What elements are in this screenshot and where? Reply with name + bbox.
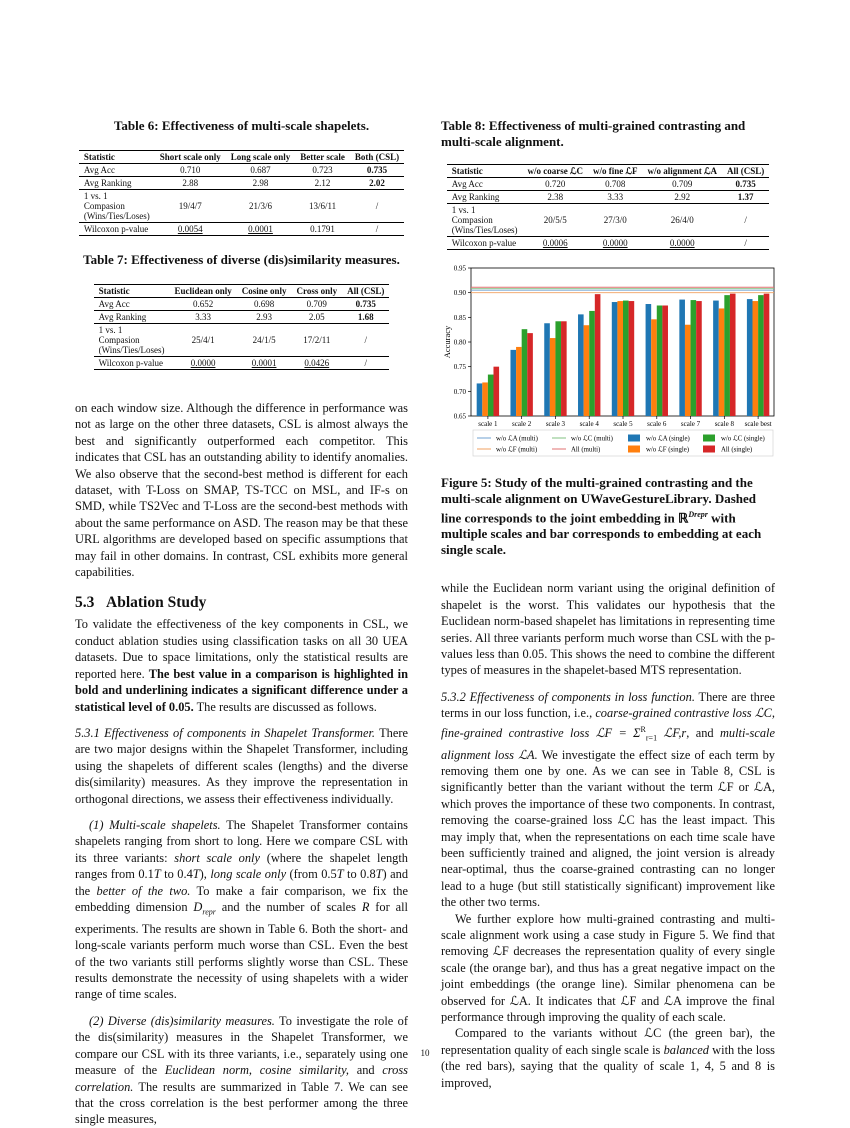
x-tick-label: scale 7 [680,420,701,428]
table-header-cell: Statistic [451,166,483,176]
table-cell: 0.0000 [643,237,722,250]
table-cell: 2.05 [291,311,342,324]
table-header-cell: Both (CSL) [354,152,400,162]
table-cell: / [350,223,404,236]
bar [510,350,516,416]
bar [696,301,702,416]
bar [753,301,759,416]
bar [482,382,488,416]
bar [595,294,601,416]
table-cell: Avg Acc [83,165,115,175]
table-cell: 19/4/7 [155,190,226,223]
table-cell: Avg Acc [451,179,483,189]
table-header-cell: Short scale only [159,152,221,162]
table-row [79,190,404,223]
table-cell: 21/3/6 [226,190,296,223]
subsection-531 [75,725,408,807]
bar [488,375,494,416]
legend-bar-swatch [628,446,640,453]
table-cell: / [722,237,769,250]
table-cell: 26/4/0 [643,204,722,237]
table6-caption: Table 6: Effectiveness of multi-scale shapelets. [113,118,370,133]
table-cell: 2.93 [237,311,292,324]
right-paragraph-1: while the Euclidean norm variant using the original definition of shapelet is the worst. This validates our hypothesis that the Euclidean norm-based shapelet has limitations in representing time series. All three variants perform much worse than CSL with the p-values less than 0.05. This shows the need to combine the different types of measures in the shapelet-based MTS representation. [441,581,775,678]
rp3-a: Compared to the variants without ℒC (the green bar), the representation quality of each single scale is [441,1026,775,1057]
table-row [447,178,770,191]
bar [584,325,590,416]
bar [527,333,533,416]
bar [555,321,561,416]
table-cell: Avg Acc [98,299,130,309]
bar [589,311,595,416]
table8-caption: Table 8: Effectiveness of multi-grained contrasting and multi-scale alignment. [441,118,746,149]
y-tick-label: 0.80 [453,338,466,347]
table-cell: / [342,324,389,357]
ms-c: short scale only [174,850,261,865]
multiscale-paragraph [75,817,408,1003]
x-tick-label: scale 6 [647,420,667,428]
table-cell: 0.652 [192,299,214,309]
legend-bar-swatch [703,435,715,442]
table-cell: 0.0000 [588,237,642,250]
table-cell: 0.698 [253,299,275,309]
table-cell: 0.735 [366,165,388,175]
left-column [75,118,408,1128]
subsection-531-title: 5.3.1 Effectiveness of components in Shapelet Transformer. [75,725,376,740]
legend-label: w/o ℒF (multi) [496,446,538,454]
table8 [447,164,770,250]
page-number: 10 [420,1048,430,1058]
bar [477,383,483,416]
table-cell: 2.12 [295,177,350,190]
dv-f: The results are summarized in Table 7. We can see that the cross correlation is the best performer among the three single measures, [75,1079,408,1127]
y-tick-label: 0.85 [453,313,466,322]
bar [522,329,528,416]
y-tick-label: 0.90 [453,289,466,298]
ms-u: for all experiments. The results are shown in Table 6. Both the short- and long-scale variants perform much worse than CSL. Even the best of the two variants still performs slightly worse than CSL. These results demonstrate the necessity of using shapelets with a wider range of time scales. [75,899,408,1002]
table-cell: 20/5/5 [523,204,588,237]
table-header-cell: Euclidean only [174,286,232,296]
table-row [94,311,390,324]
table-cell: 0.720 [545,179,566,189]
left-paragraph-1: on each window size. Although the difference in performance was not as large on the other three datasets, CSL is almost always the best and significantly outperformed each competitor. This indicates that CSL has an outstanding ability to identify anomalies. We also observe that the second-best method is different for each dataset, with T-Loss on SMAP, TS-TCC on MSL, and IF-s on SMD, while TS2Vec and T-Loss are the second-best methods with about the same performance on ASD. The reason may be that these URL algorithms are developed based on specific assumptions that may fail in other domains. In contrast, CSL exhibits more general capabilities. [75,401,408,580]
table-cell: 0.687 [250,165,271,175]
legend-label: w/o ℒC (single) [721,435,765,443]
x-tick-label: scale 2 [512,420,532,428]
bar [544,323,550,416]
diverse-paragraph [75,1013,408,1128]
table-row [79,223,404,236]
dv-b: To investigate the role of the dis(similarity) measures in the Shapelet Transformer, we compare our CSL with its three variants, i.e., separately using one measure of the [75,1013,408,1078]
figure5-caption-sup: Drepr [688,510,708,519]
table-row [94,324,390,357]
bar [691,300,697,416]
table-cell: Wilcoxon p-value [79,223,155,236]
x-tick-label: scale best [744,420,772,428]
ms-d: (where the shapelet length ranges from 0.1 [75,850,408,882]
dv-d: and [349,1063,383,1078]
table-cell: Wilcoxon p-value [447,237,523,250]
table-row [447,204,770,237]
ablation-text-a: To validate the effectiveness of the key components in CSL, we conduct ablation studies using classification tasks on all 30 UEA datasets. Due to space limitations, only the statistical results are reported here. [75,617,408,681]
table-cell: 3.33 [169,311,236,324]
table-cell: 13/6/11 [295,190,350,223]
s532-h: multi-scale alignment loss ℒA. [441,725,775,762]
s532-g: , and [686,725,720,740]
table-cell: 1.37 [722,191,769,204]
bar [730,294,736,416]
table-cell: 1.68 [342,311,389,324]
legend-label: w/o ℒC (multi) [571,435,613,443]
x-tick-label: scale 1 [478,420,498,428]
subsection-531-text: There are two major designs within the Shapelet Transformer, including using the shapelets of different scales (lengths) and the diverse dis(similarity) measures. As they improve the representation in orthogonal directions, we assess their effectiveness individually. [75,725,409,806]
table-cell: 1 vs. 1 Compasion (Wins/Ties/Loses) [79,190,155,223]
legend-label: w/o ℒA (single) [646,435,690,443]
table-cell: 1 vs. 1 Compasion (Wins/Ties/Loses) [447,204,523,237]
ms-p: To make a fair comparison, we fix the embedding dimension [75,883,408,914]
ms-i: long scale only [210,867,287,882]
right-paragraph-3 [441,1025,775,1091]
ms-l: to 0.8 [343,867,376,882]
bar [747,299,753,416]
table-row [447,191,770,204]
ms-f: to 0.4 [160,867,193,882]
bar [612,302,618,416]
bar [758,295,764,416]
x-tick-label: scale 5 [613,420,633,428]
table-header-cell: w/o fine ℒF [593,166,638,176]
table-cell: Avg Ranking [94,311,170,324]
dv-a: (2) Diverse (dis)similarity measures. [89,1013,275,1028]
table-cell: 1 vs. 1 Compasion (Wins/Ties/Loses) [94,324,170,357]
ms-e: T [153,867,161,882]
table-row [94,298,390,311]
bar [679,300,685,416]
ms-s: and the number of scales [215,899,362,914]
table-cell: 25/4/1 [169,324,236,357]
s532-i: We investigate the effect size of each term by removing them one by one. As we can see in Table 8, CSL is significantly better than the variant without the term ℒF or ℒA, which proves the importance of these two components. In contrast, removing the coarse-grained loss ℒC has the least impact. This may imply that, when the representations on each time scale have been sufficiently trained and aligned, the joint version is already near-optimal, thus the coarse-grained contrasting can no longer lead to a huge (but still statistically significant) improvement like the other two terms. [441,747,775,910]
ms-o: better of the two. [96,883,191,898]
bar [651,319,657,416]
table-row [94,357,390,370]
legend-label: w/o ℒA (multi) [496,435,538,443]
ms-n: ) and the [75,867,409,898]
table-cell: 0.0426 [291,357,342,370]
ms-m: T [375,867,383,882]
table-cell: 0.735 [735,179,756,189]
rp3-b: balanced [663,1042,709,1057]
s532-b: coarse-grained contrastive loss ℒC, [595,706,775,721]
figure5-caption-b: with multiple scales and bar corresponds to embedding at each single scale. [441,510,762,558]
table-header-cell: Statistic [98,286,130,296]
subsection-532-title: 5.3.2 Effectiveness of components in loss function. [441,689,695,704]
table-row [79,164,404,177]
table-cell: 2.38 [523,191,588,204]
table-header-cell: Long scale only [230,152,291,162]
s532-f: ℒF,r [657,725,687,740]
bar [724,295,730,416]
right-paragraph-2: We further explore how multi-grained contrasting and multi-scale alignment work using a case study in Figure 5. We find that removing ℒF decreases the representation quality of every single scale (the orange bar), and thus has a great negative impact on the joint embeddings (the orange line). Similar phenomena can be observed for ℒA. It indicates that ℒF and ℒA improve the final performance through improving the quality of each scale. [441,911,775,1025]
table-cell: 0.0001 [237,357,292,370]
figure5-caption [441,475,775,558]
legend-label: w/o ℒF (single) [646,446,690,454]
dv-e: cross correlation. [75,1063,408,1094]
table-cell: / [350,190,404,223]
bar [713,301,719,416]
table-header-cell: All (CSL) [726,166,765,176]
rp3-c: with the loss (the red bars), saying that the quality of scale 1, 4, 5 and 8 is improved, [441,1042,775,1090]
table-cell: 0.0006 [523,237,588,250]
table-cell: 3.33 [588,191,642,204]
bar [623,301,629,416]
legend-bar-swatch [703,446,715,453]
table-cell: / [342,357,389,370]
y-tick-label: 0.75 [453,363,466,372]
y-tick-label: 0.70 [453,387,466,396]
table6 [79,150,404,236]
dv-c: Euclidean norm, cosine similarity, [164,1063,349,1078]
table-cell: 2.92 [643,191,722,204]
bar [516,347,522,416]
ms-r: repr [202,907,216,917]
legend-bar-swatch [628,435,640,442]
table-header-cell: w/o alignment ℒA [647,166,717,176]
bar [764,294,770,416]
x-tick-label: scale 3 [545,420,566,428]
table-cell: 0.0054 [155,223,226,236]
table-header-cell: Cross only [296,286,338,296]
ms-h: ), [199,867,211,882]
bar [657,305,663,416]
bar [719,308,725,416]
table-cell: 2.98 [226,177,296,190]
y-tick-label: 0.95 [453,264,466,273]
bar [662,305,668,416]
table7 [94,284,390,370]
table-cell: 2.02 [350,177,404,190]
s532-a: There are three terms in our loss function, i.e., [441,689,775,721]
y-axis-label: Accuracy [442,325,452,359]
bar [550,338,556,416]
s532-c: fine-grained contrastive loss ℒF = Σ [441,725,641,740]
table-row [447,237,770,250]
table-cell: 0.735 [355,299,376,309]
y-tick-label: 0.65 [453,412,466,421]
table-cell: / [722,204,769,237]
table-header-cell: Cosine only [241,286,287,296]
ms-k: T [336,867,344,882]
bar [578,314,584,416]
section-title: Ablation Study [106,594,207,612]
table-cell: 0.710 [180,165,201,175]
table-cell: 2.88 [155,177,226,190]
figure5-caption-a: Figure 5: Study of the multi-grained contrasting and the multi-scale alignment on UWaveGestureLibrary. Dashed line corresponds to the joint embedding in ℝ [441,475,757,526]
table-cell: 0.1791 [295,223,350,236]
table-header-cell: w/o coarse ℒC [527,166,584,176]
bar [561,321,567,416]
x-tick-label: scale 4 [579,420,599,428]
table-cell: 24/1/5 [237,324,292,357]
ms-q: D [193,899,203,914]
right-column [441,118,775,1091]
table-cell: 0.0000 [169,357,236,370]
table7-caption: Table 7: Effectiveness of diverse (dis)similarity measures. [83,252,400,267]
table-cell: 0.723 [312,165,333,175]
bar [617,301,623,416]
table-cell: 27/3/0 [588,204,642,237]
ms-g: T [192,867,200,882]
section-number: 5.3 [75,594,95,612]
ablation-paragraph [75,616,408,714]
table-cell: Avg Ranking [79,177,155,190]
table-row [79,177,404,190]
figure5-chart [441,264,775,459]
ms-j: (from 0.5 [286,867,337,882]
table-cell: Wilcoxon p-value [94,357,170,370]
table-cell: 17/2/11 [291,324,342,357]
table-cell: 0.0001 [226,223,296,236]
ablation-text-bold: The best value in a comparison is highlighted in bold and underlining indicates a significant difference under a statistical level of 0.05. [75,666,408,714]
table-header-cell: Statistic [83,152,115,162]
table-cell: 0.709 [672,179,693,189]
bar [629,301,635,416]
section-heading [75,594,408,612]
subsection-532 [441,689,775,911]
legend-label: All (multi) [571,446,601,454]
x-tick-label: scale 8 [714,420,734,428]
table-cell: 0.708 [605,179,626,189]
table-header-cell: All (CSL) [347,286,385,296]
legend-label: All (single) [721,446,753,454]
ms-a: (1) Multi-scale shapelets. [89,817,221,832]
ms-b: The Shapelet Transformer contains shapelets ranging from short to long. Here we compare CSL with its three variants: [75,817,408,865]
ms-t: R [361,899,370,914]
bar [685,325,691,416]
table-cell: Avg Ranking [447,191,523,204]
table-cell: 0.709 [306,299,327,309]
bar [493,367,499,416]
table-header-cell: Better scale [300,152,345,162]
ablation-text-c: The results are discussed as follows. [193,699,377,714]
s532-d: R [640,724,646,734]
s532-e: r=1 [645,733,658,743]
bar [646,304,652,416]
